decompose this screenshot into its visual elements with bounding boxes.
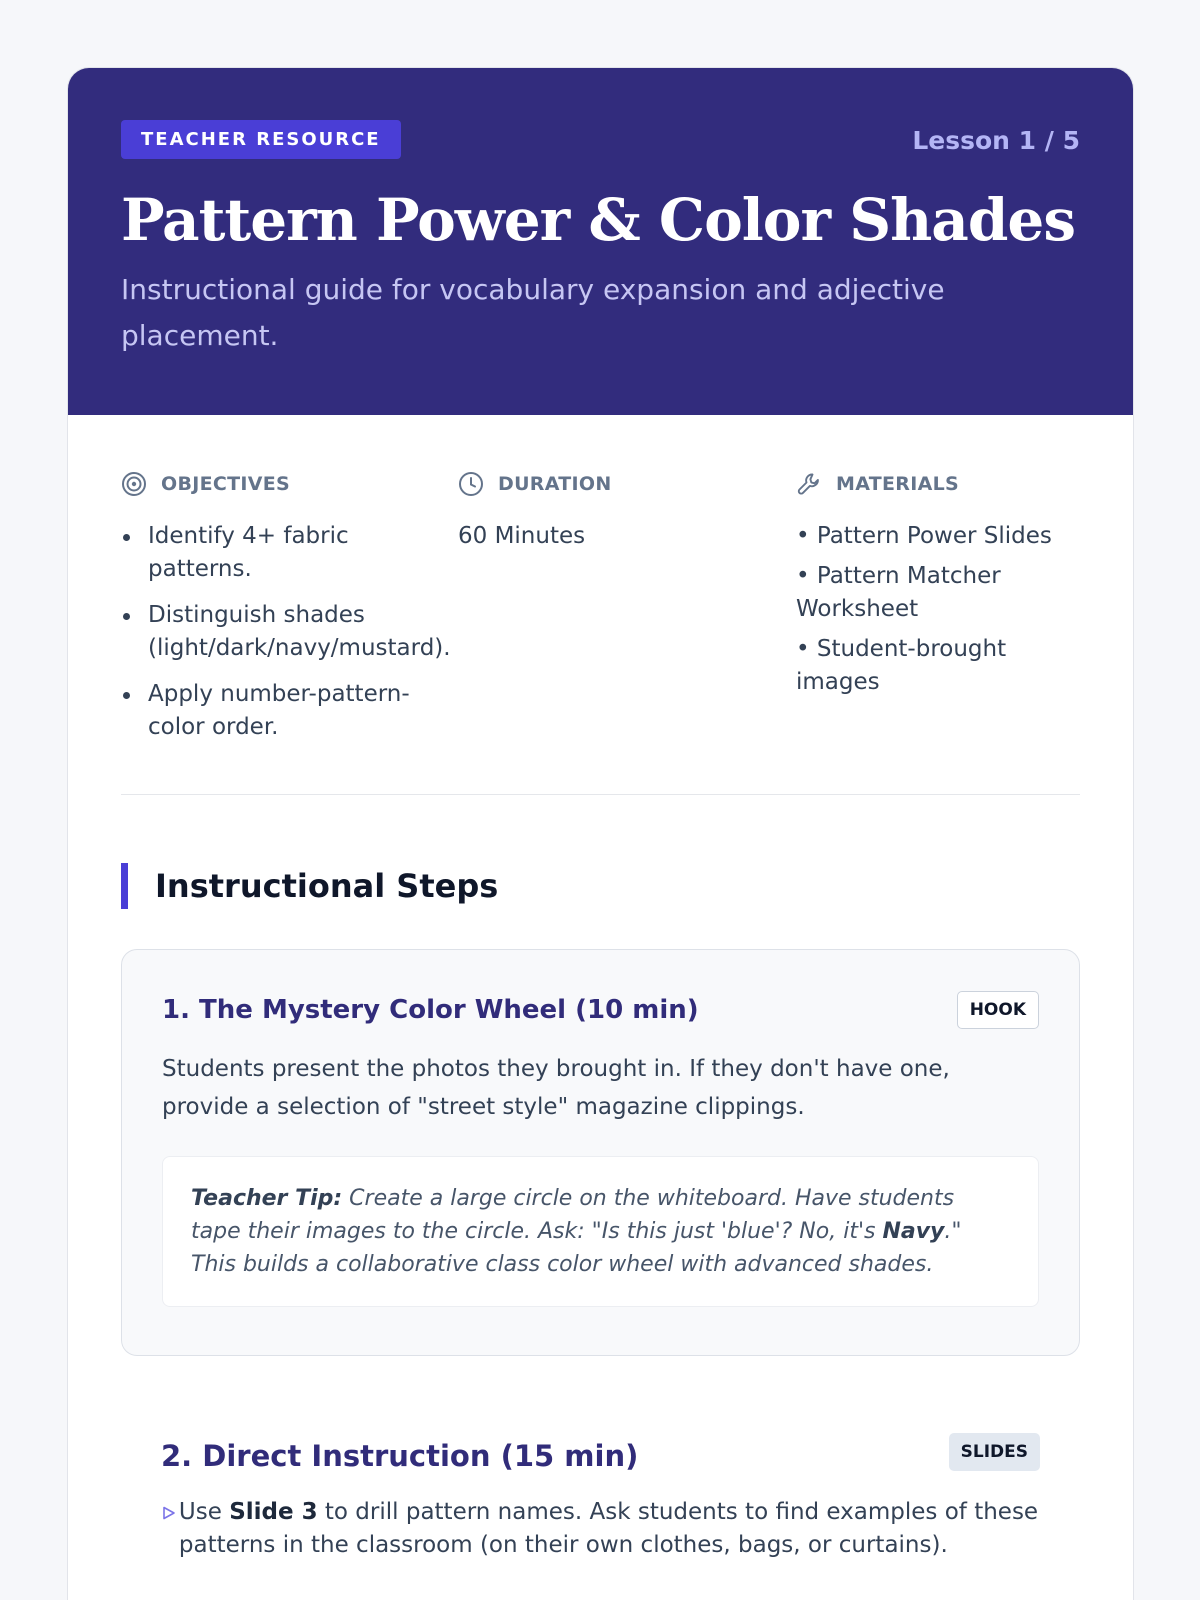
list-item: Apply number-pattern-color order. — [121, 678, 441, 744]
wrench-icon — [796, 471, 822, 497]
duration-label: DURATION — [498, 473, 612, 495]
materials-column — [796, 470, 1086, 706]
list-item: Identify 4+ fabric patterns. — [121, 520, 441, 586]
step-card — [121, 949, 1080, 1356]
materials-list — [796, 520, 1086, 699]
instruction-text: to drill pattern names. Ask students to find examples of these patterns in the classroom (on their own clothes, bags, or curtains). — [178, 1499, 1039, 1558]
tip-label: Teacher Tip: — [191, 1186, 343, 1211]
lesson-meta — [68, 415, 1133, 795]
lesson-card — [67, 67, 1134, 1600]
duration-header — [458, 470, 758, 498]
step-section — [161, 1436, 1040, 1562]
page-subtitle: Instructional guide for vocabulary expansion and adjective placement. — [121, 272, 945, 352]
list-item: Distinguish shades (light/dark/navy/mustard). — [121, 599, 441, 665]
objectives-list — [121, 520, 451, 744]
instruction-text: Use — [178, 1499, 230, 1525]
tip-text: ." This builds a collaborative class color wheel with advanced shades. — [191, 1219, 962, 1277]
page-title: Pattern Power & Color Shades — [121, 186, 1075, 254]
list-item: • Pattern Matcher Worksheet — [796, 563, 1001, 622]
step-instruction — [179, 1496, 1040, 1562]
step-title: 1. The Mystery Color Wheel (10 min) — [162, 995, 699, 1025]
clock-icon — [458, 471, 484, 497]
objectives-column — [121, 470, 451, 757]
list-item — [161, 1496, 1040, 1562]
section-heading: Instructional Steps — [121, 863, 1133, 909]
objectives-label: OBJECTIVES — [161, 473, 291, 495]
teacher-tip — [162, 1156, 1039, 1307]
list-item: • Student-brought images — [796, 636, 1007, 695]
materials-label: MATERIALS — [836, 473, 959, 495]
objectives-header — [121, 470, 441, 498]
lesson-counter: Lesson 1 / 5 — [912, 126, 1080, 155]
step-tag: HOOK — [957, 991, 1039, 1029]
duration-value: 60 Minutes — [458, 523, 586, 549]
duration-column — [458, 470, 758, 553]
step-tag: SLIDES — [949, 1433, 1040, 1471]
step-description: Students present the photos they brought in. If they don't have one, provide a selection of "street style" magazine clippings. — [162, 1056, 950, 1120]
materials-header — [796, 470, 1086, 498]
tip-emphasis: Navy — [882, 1219, 945, 1244]
slide-reference: Slide 3 — [229, 1499, 318, 1525]
target-icon — [121, 471, 147, 497]
lesson-header — [68, 68, 1133, 415]
play-icon — [161, 1496, 179, 1562]
list-item: • Pattern Power Slides — [796, 523, 1052, 549]
tip-text: Create a large circle on the whiteboard. Have students tape their images to the circle. Ask: "Is this just 'blue'? No, it's — [191, 1186, 955, 1244]
step-title: 2. Direct Instruction (15 min) — [161, 1439, 639, 1473]
section-divider — [121, 794, 1080, 795]
resource-badge: TEACHER RESOURCE — [121, 120, 401, 159]
